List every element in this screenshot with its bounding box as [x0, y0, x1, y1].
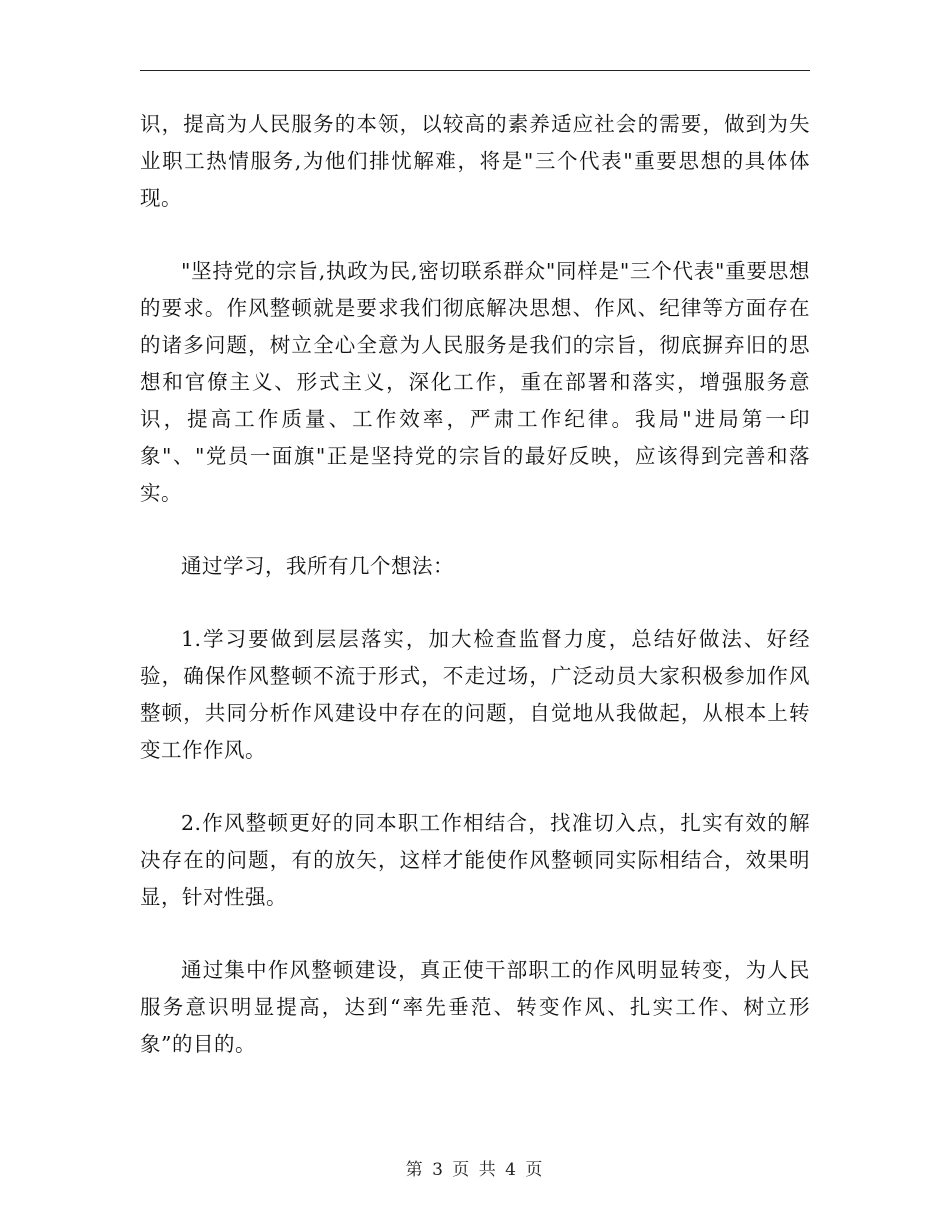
paragraph-thoughts-intro: 通过学习，我所有几个想法： — [181, 554, 454, 578]
paragraph-party-purpose: "坚持党的宗旨,执政为民,密切联系群众"同样是"三个代表"重要思想的要求。作风整顿就是要求我们彻底解决思想、作风、纪律等方面存在的诸多问题，树立全心全意为人民服务是我们的宗旨，彻底摒弃旧的思想和官僚主义、形式主义，深化工作，重在部署和落实，增强服务意识，提高工作质量、工作效率，严肃工作纪律。我局"进局第一印象"、"党员一面旗"正是坚持党的宗旨的最好反映，应该得到完善和落实。 — [140, 259, 810, 505]
header-rule — [140, 70, 810, 71]
paragraph-item-1: 1.学习要做到层层落实，加大检查监督力度，总结好做法、好经验，确保作风整顿不流于形式，不走过场，广泛动员大家积极参加作风整顿，共同分析作风建设中存在的问题，自觉地从我做起，从根本上转变工作作风。 — [140, 627, 810, 762]
paragraph-conclusion: 通过集中作风整顿建设，真正使干部职工的作风明显转变，为人民服务意识明显提高，达到“率先垂范、转变作风、扎实工作、树立形象”的目的。 — [140, 958, 810, 1056]
paragraph-item-2: 2.作风整顿更好的同本职工作相结合，找准切入点，扎实有效的解决存在的问题，有的放矢，这样才能使作风整顿同实际相结合，效果明显，针对性强。 — [140, 811, 810, 909]
paragraph-continuation: 识，提高为人民服务的本领，以较高的素养适应社会的需要，做到为失业职工热情服务,为他们排忧解难，将是"三个代表"重要思想的具体体现。 — [140, 112, 810, 210]
page-number: 第 3 页 共 4 页 — [405, 1160, 545, 1180]
document-body — [140, 106, 810, 1099]
